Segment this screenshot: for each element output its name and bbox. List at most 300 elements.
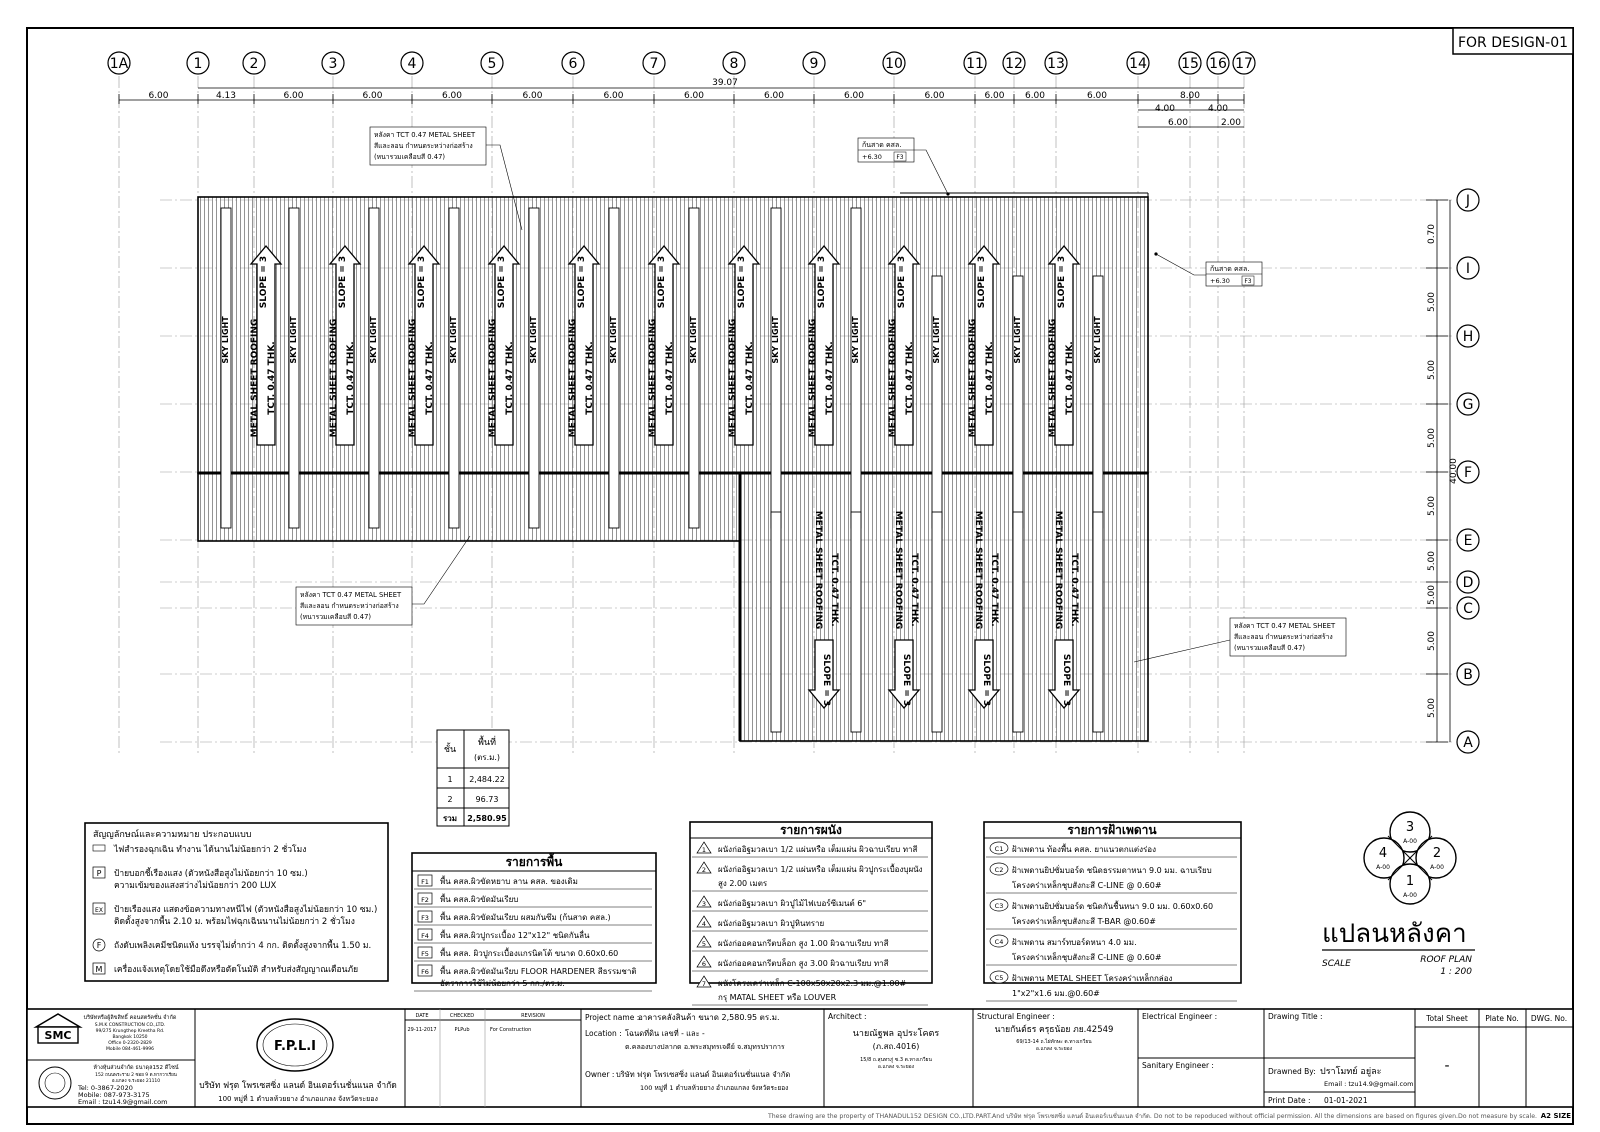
schedule-code: 3 xyxy=(701,900,707,908)
area-total-label: รวม xyxy=(442,814,458,823)
dim-row-text: 5.00 xyxy=(1427,291,1437,313)
key-plan-ref3: A-00 xyxy=(1403,838,1417,845)
dim-row-text: 0.70 xyxy=(1427,223,1437,245)
roofing-label: METAL SHEET ROOFING xyxy=(968,318,978,438)
skylight-strip xyxy=(851,208,861,528)
skylight-label: SKY LIGHT xyxy=(851,316,860,364)
project-name: อาคารคลังสินค้า ขนาด 2,580.95 ตร.ม. xyxy=(638,1013,780,1022)
grid-col-label: 3 xyxy=(328,56,338,72)
dim-col-text: 6.00 xyxy=(924,91,945,101)
plate-no-label: Plate No. xyxy=(1485,1014,1519,1023)
thickness-label: TCT. 0.47 THK. xyxy=(905,341,915,415)
gutter-callout xyxy=(1154,252,1262,286)
rev-header-checked: CHECKED xyxy=(449,1013,475,1019)
grid-col-label: 15 xyxy=(1181,56,1199,72)
gutter-title: ก้นสาด คสล. xyxy=(1210,265,1250,273)
slope-label: SLOPE = 3 xyxy=(981,653,991,707)
dim-col-text: 6.00 xyxy=(763,91,785,101)
fpli-address: 100 หมู่ที่ 1 ตำบลห้วยยาง อำเภอแกลง จังหวัดระยอง xyxy=(218,1095,378,1103)
scale-label: SCALE xyxy=(1322,959,1351,969)
slope-label: SLOPE = 3 xyxy=(497,255,507,309)
grid-col-label: 17 xyxy=(1235,56,1253,72)
legend-text: ป้ายเรืองแสง แสดงข้อความทางหนีไฟ (ตัวหนังสือสูงไม่น้อยกว่า 10 ซม.) xyxy=(114,905,378,915)
paper-size: A2 SIZE xyxy=(1540,1112,1571,1120)
schedule-text: ผนังก่ออิฐมวลเบา 1/2 แผ่นหรือ เต็มแผ่น ผิวปูกระเบื้องบุผนัง xyxy=(718,865,923,874)
skylight-strip xyxy=(529,208,539,528)
svg-text:SMC: SMC xyxy=(44,1029,72,1042)
skylight-label: SKY LIGHT xyxy=(221,316,230,364)
ceiling-schedule-title: รายการฝ้าเพดาน xyxy=(1067,823,1157,837)
schedule-text: ผนังก่ออคอนกรีตบล็อก สูง 1.00 ผิวฉาบเรียบ ทาสี xyxy=(718,939,889,948)
grid-row-label: D xyxy=(1462,575,1474,591)
grid-col-label: 2 xyxy=(249,56,259,72)
callout-leader xyxy=(914,150,948,194)
dim-rows-total-text: 40.00 xyxy=(1449,458,1459,484)
gutter-title: ก้นสาด คสล. xyxy=(862,141,902,149)
smc-name: บริษัทหรือผู้ลิขสิทธิ์ คอนสตรัคชั่น จำกัด xyxy=(83,1015,177,1021)
dim-row-text: 5.00 xyxy=(1427,427,1437,449)
schedule-code: 1 xyxy=(701,846,707,854)
thickness-label: TCT. 0.47 THK. xyxy=(1069,553,1079,627)
architect-name: นายณัฐพล อุประโคตร xyxy=(852,1029,940,1039)
slope-label: SLOPE = 3 xyxy=(817,255,827,309)
schedule-code: F6 xyxy=(421,968,429,976)
roofing-label: METAL SHEET ROOFING xyxy=(568,318,578,438)
metal-sheet-note-line: สีและลอน กำหนดระหว่างก่อสร้าง xyxy=(374,142,473,150)
schedule-text: ผนังก่ออิฐมวลเบา 1/2 แผ่นหรือ เต็มแผ่น ผิวฉาบเรียบ ทาสี xyxy=(718,845,918,854)
dim-row-text: 5.00 xyxy=(1427,584,1437,606)
schedule-text: ฝ้าเพดาน ท้องพื้น คสล. ยาแนวตกแต่งร่อง xyxy=(1012,845,1156,854)
fpli-name: บริษัท ฟรุต โพรเซสซิ่ง แลนด์ อินเตอร์เนชั่นแนล จำกัด xyxy=(199,1081,397,1091)
key-plan-n3: 3 xyxy=(1405,820,1415,835)
thickness-label: TCT. 0.47 THK. xyxy=(1065,341,1075,415)
schedule-code: F5 xyxy=(421,950,429,958)
rev-checked: PLPub xyxy=(454,1027,470,1033)
grid-row-label: A xyxy=(1463,735,1473,751)
skylight-strip xyxy=(289,208,299,528)
grid-col-label: 10 xyxy=(885,56,903,72)
location-value: โฉนดที่ดิน เลขที่ - และ - xyxy=(625,1029,705,1038)
thickness-label: TCT. 0.47 THK. xyxy=(267,341,277,415)
slope-label: SLOPE = 3 xyxy=(259,255,269,309)
dim-col-text: 4.13 xyxy=(215,91,237,101)
skylight-label: SKY LIGHT xyxy=(932,316,941,364)
schedule-text: ผนังก่ออคอนกรีตบล็อก สูง 3.00 ผิวฉาบเรียบ ทาสี xyxy=(718,959,889,968)
roofing-label: METAL SHEET ROOFING xyxy=(1053,510,1063,630)
gutter-level: +6.30 xyxy=(1210,277,1230,285)
dim-right-mid-b: 4.00 xyxy=(1207,104,1229,114)
schedule-code: F4 xyxy=(421,932,429,940)
dim-row-text: 5.00 xyxy=(1427,550,1437,572)
roof-lower-left-area xyxy=(198,473,740,541)
title-block xyxy=(27,1009,1573,1120)
skylight-strip xyxy=(369,208,379,528)
area-header-unit: (ตร.ม.) xyxy=(473,753,501,762)
key-plan-ref2: A-00 xyxy=(1430,864,1444,871)
shop-email: Email : tzu14.9@gmail.com xyxy=(78,1098,168,1106)
roofing-label: METAL SHEET ROOFING xyxy=(408,318,418,438)
drawn-by-label: Drawned By: xyxy=(1268,1067,1316,1076)
area-header-floor: ชั้น xyxy=(443,745,457,755)
roofing-label: METAL SHEET ROOFING xyxy=(250,318,260,438)
legend-item xyxy=(93,843,306,855)
struct-address-2: อ.แกลง จ.ระยอง xyxy=(1035,1046,1073,1052)
shop-tel: Tel: 0-3867-2020 xyxy=(78,1084,133,1092)
grid-col-label: 4 xyxy=(407,56,417,72)
grid-row-label: E xyxy=(1463,533,1473,549)
dim-col-text: 6.00 xyxy=(1024,91,1046,101)
area-row-value-1: 2,484.22 xyxy=(469,775,505,784)
ceiling-schedule xyxy=(984,822,1241,1001)
architect-label: Architect : xyxy=(828,1012,867,1021)
skylight-strip xyxy=(1093,512,1103,732)
wall-schedule-item xyxy=(692,976,928,1005)
metal-sheet-note-line: (หนารวมเคลือบสี 0.47) xyxy=(374,153,446,161)
shop-line-1: 152 ถนนพระราม 2 ซอย 9 ต.หากวาเรียน xyxy=(95,1073,177,1078)
thickness-label: TCT. 0.47 THK. xyxy=(346,341,356,415)
thickness-label: TCT. 0.47 THK. xyxy=(665,341,675,415)
legend-symbol: M xyxy=(95,965,103,974)
skylight-label: SKY LIGHT xyxy=(1093,316,1102,364)
thickness-label: TCT. 0.47 THK. xyxy=(585,341,595,415)
dim-col-text: 6.00 xyxy=(1086,91,1108,101)
roofing-label: METAL SHEET ROOFING xyxy=(728,318,738,438)
smc-line-2: 99/275 Krungthep Kreetha Rd. xyxy=(95,1029,165,1034)
roof-lower-right-area xyxy=(740,473,1148,741)
roofing-label: METAL SHEET ROOFING xyxy=(329,318,339,438)
schedule-text: พื้น คสล.ผิวขัดมันเรียบ ผสมกันซึม (ก้นสาด คสล.) xyxy=(440,913,611,922)
schedule-code: F2 xyxy=(421,896,429,904)
key-plan-ref1: A-00 xyxy=(1403,892,1417,899)
schedule-text: ฝ้าเพดาน METAL SHEET โครงคร่าเหล็กกล่อง xyxy=(1012,974,1173,983)
area-row-floor-1: 1 xyxy=(447,775,453,784)
grid-col-label: 7 xyxy=(649,56,659,72)
dim-row-text: 5.00 xyxy=(1427,359,1437,381)
dim-row-text: 5.00 xyxy=(1427,495,1437,517)
slope-label: SLOPE = 3 xyxy=(821,653,831,707)
legend-symbol: P xyxy=(96,869,102,878)
schedule-code: 4 xyxy=(701,920,707,928)
total-sheet-value: - xyxy=(1444,1058,1450,1074)
skylight-strip xyxy=(932,276,942,528)
footer-disclaimer: These drawing are the property of THANADUL152 DESIGN CO.,LTD.PART.And บริษัท ฟรุต โพรเซสซิ่ง แลนด์ อินเตอร์เนชั่นแนล จำกัด. Do not to be repoduced without official permission. All the dimensions are based on figures given.Do not measure by scale. xyxy=(767,1113,1537,1120)
schedule-text: พื้น คสล.ผิวขัดมันเรียบ xyxy=(440,895,519,904)
rev-revision: For Construction xyxy=(490,1027,532,1033)
roofing-label: METAL SHEET ROOFING xyxy=(888,318,898,438)
slope-label: SLOPE = 3 xyxy=(901,653,911,707)
skylight-strip xyxy=(449,208,459,528)
legend-text: เครื่องแจ้งเหตุโดยใช้มือดึงหรือตัดโนมัติ สำหรับส่งสัญญาณเตือนภัย xyxy=(114,965,359,975)
slope-label: SLOPE = 3 xyxy=(897,255,907,309)
project-label: Project name : xyxy=(585,1013,640,1022)
skylight-strip xyxy=(221,208,231,528)
slope-label: SLOPE = 3 xyxy=(977,255,987,309)
area-table xyxy=(437,730,509,826)
dim-row-text: 5.00 xyxy=(1427,697,1437,719)
dim-right-mid-a: 4.00 xyxy=(1154,104,1176,114)
grid-row-label: C xyxy=(1463,601,1473,617)
slope-label: SLOPE = 3 xyxy=(417,255,427,309)
gutter-callout xyxy=(858,138,950,196)
rev-date: 29-11-2017 xyxy=(407,1027,437,1033)
dim-right-low-a: 6.00 xyxy=(1167,118,1189,128)
thickness-label: TCT. 0.47 THK. xyxy=(989,553,999,627)
architect-address: 15/8 ถ.สุนทรภู่ ซ.3 ต.ทางเกวียน xyxy=(860,1057,932,1063)
skylight-strip xyxy=(1013,512,1023,732)
san-label: Sanitary Engineer : xyxy=(1142,1061,1214,1070)
location-value-2: ต.คลองบางปลากด อ.พระสมุทรเจดีย์ จ.สมุทรปราการ xyxy=(625,1043,785,1051)
metal-sheet-callout xyxy=(296,536,470,625)
grid-col-label: 5 xyxy=(487,56,497,72)
grid-col-label: 16 xyxy=(1209,56,1227,72)
thickness-label: TCT. 0.47 THK. xyxy=(825,341,835,415)
dim-col-text: 6.00 xyxy=(683,91,705,101)
shop-name: ห้างหุ้นส่วนจำกัด ธนาดุล152 ดีไซน์ xyxy=(93,1065,179,1071)
metal-sheet-note-line: (หนารวมเคลือบสี 0.47) xyxy=(300,613,372,621)
rev-header-revision: REVISION xyxy=(521,1013,545,1019)
legend-text: ไฟสำรองฉุกเฉิน ทำงาน ได้นานไม่น้อยกว่า 2 ชั่วโมง xyxy=(114,845,307,855)
wall-schedule-title: รายการผนัง xyxy=(780,823,842,837)
legend-text: ติดตั้งสูงจากพื้น 2.10 ม. พร้อมไฟฉุกเฉินนานไม่น้อยกว่า 2 ชั่วโมง xyxy=(114,917,355,927)
callout-leader xyxy=(412,536,470,604)
grid-col-label: 1 xyxy=(193,56,203,72)
roofing-label: METAL SHEET ROOFING xyxy=(973,510,983,630)
schedule-text: สูง 2.00 เมตร xyxy=(718,879,768,888)
legend-item xyxy=(93,963,358,975)
skylight-strip xyxy=(851,512,861,732)
drawing-title-label: Drawing Title : xyxy=(1268,1012,1323,1021)
metal-sheet-callout xyxy=(1134,618,1346,662)
key-plan-n4: 4 xyxy=(1378,846,1388,861)
shop-line-2: อ.แกลง จ.ระยอง 21110 xyxy=(111,1079,161,1084)
schedule-code: 2 xyxy=(701,866,707,874)
area-row-value-2: 96.73 xyxy=(475,795,499,804)
grid-row-label: G xyxy=(1462,397,1474,413)
skylight-strip xyxy=(689,208,699,528)
print-date-label: Print Date : xyxy=(1268,1096,1311,1105)
skylight-label: SKY LIGHT xyxy=(771,316,780,364)
schedule-code: 6 xyxy=(701,960,707,968)
architect-license: (ภ.สถ.4016) xyxy=(872,1042,920,1051)
thickness-label: TCT. 0.47 THK. xyxy=(745,341,755,415)
roofing-label: METAL SHEET ROOFING xyxy=(893,510,903,630)
smc-line-1: S.M.K CONSTRUCTION CO.,LTD. xyxy=(94,1023,166,1028)
skylight-strip xyxy=(1093,276,1103,528)
schedule-text: ฝ้าเพดานยิปซั่มบอร์ด ชนิดกันชื้นหนา 9.0 มม. 0.60x0.60 xyxy=(1012,902,1214,911)
schedule-code: C1 xyxy=(994,845,1004,853)
roofing-label: METAL SHEET ROOFING xyxy=(813,510,823,630)
dim-col-text: 6.00 xyxy=(362,91,383,101)
drawing-title-en: ROOF PLAN xyxy=(1420,955,1472,965)
shop-mobile: Mobile: 087-973-3175 xyxy=(78,1091,150,1099)
metal-sheet-note-line: หลังคา TCT 0.47 METAL SHEET xyxy=(300,591,402,599)
skylight-label: SKY LIGHT xyxy=(369,316,378,364)
shop-seal-icon xyxy=(39,1067,71,1099)
legend-box xyxy=(85,823,388,981)
key-plan xyxy=(1364,812,1456,904)
schedule-code: 7 xyxy=(701,980,707,988)
schedule-text: พื้น คสล.ผิวขัดมันเรียบ FLOOR HARDENER สีธรรมชาติ xyxy=(440,967,637,976)
schedule-text: 1"x2"x1.6 มม.@0.60# xyxy=(1012,989,1100,998)
struct-label: Structural Engineer : xyxy=(977,1012,1055,1021)
emergency-light-icon xyxy=(93,845,105,851)
smc-line-5: Mobile 084-461-9996 xyxy=(105,1047,155,1052)
roofing-label: METAL SHEET ROOFING xyxy=(648,318,658,438)
location-label: Location : xyxy=(585,1029,622,1038)
owner-value-2: 100 หมู่ที่ 1 ตำบลห้วยยาง อำเภอแกลง จังหวัดระยอง xyxy=(640,1084,789,1092)
schedule-text: ฝ้าเพดาน สมาร์ทบอร์ดหนา 4.0 มม. xyxy=(1012,938,1137,947)
dim-col-text: 6.00 xyxy=(283,91,304,101)
drawing-title xyxy=(1322,919,1475,977)
slope-label: SLOPE = 3 xyxy=(1057,255,1067,309)
dim-row-text: 5.00 xyxy=(1427,630,1437,652)
schedule-text: พื้น คสล.ผิวขัดหยาบ ลาน คสล. ของเดิม xyxy=(440,877,578,886)
slope-label: SLOPE = 3 xyxy=(1061,653,1071,707)
metal-sheet-note-line: หลังคา TCT 0.47 METAL SHEET xyxy=(1234,622,1336,630)
schedule-text: โครงคร่าเหล็กชุบสังกะสี C-LINE @ 0.60# xyxy=(1012,881,1162,890)
roofing-label: METAL SHEET ROOFING xyxy=(808,318,818,438)
dim-col-text: 6.00 xyxy=(148,91,169,101)
smc-line-3: Bangkok 10250 xyxy=(112,1035,148,1040)
key-plan-ref4: A-00 xyxy=(1376,864,1390,871)
schedule-code: C4 xyxy=(994,938,1004,946)
grid-col-label: 14 xyxy=(1129,56,1147,72)
legend-symbol: EX xyxy=(95,907,103,914)
area-total-value: 2,580.95 xyxy=(467,814,507,823)
legend-text: ป้ายบอกชี้เรืองแสง (ตัวหนังสือสูงไม่น้อยกว่า 10 ซม.) xyxy=(114,869,308,879)
schedule-text: ผนังก่ออิฐมวลเบา ผิวปูหินทราย xyxy=(718,919,825,928)
area-header-area: พื้นที่ xyxy=(477,738,497,748)
thickness-label: TCT. 0.47 THK. xyxy=(425,341,435,415)
grid-row-label: J xyxy=(1465,193,1471,209)
legend-item xyxy=(93,939,371,951)
key-plan-n1: 1 xyxy=(1405,874,1415,889)
legend-title: สัญญลักษณ์และความหมาย ประกอบแบบ xyxy=(93,830,252,840)
dim-right-low-b: 2.00 xyxy=(1220,118,1242,128)
grid-row-label: H xyxy=(1462,329,1474,345)
skylight-strip xyxy=(609,208,619,528)
gutter-code: F3 xyxy=(1244,278,1252,285)
thickness-label: TCT. 0.47 THK. xyxy=(985,341,995,415)
grid-col-label: 11 xyxy=(966,56,984,72)
schedule-text: ฝ้าเพดานยิปซั่มบอร์ด ชนิดธรรมดาหนา 9.0 มม. ฉาบเรียบ xyxy=(1012,866,1212,875)
floor-schedule xyxy=(412,852,656,991)
scale-value: 1 : 200 xyxy=(1440,967,1472,977)
schedule-text: โครงคร่าเหล็กชุบสังกะสี T-BAR @0.60# xyxy=(1012,917,1156,926)
struct-name: นายกันต์ธร ครุธน้อย ภย.42549 xyxy=(994,1025,1114,1035)
schedule-text: อัตราการใช้ไม่น้อยกว่า 5 กก./ตร.ม. xyxy=(440,979,565,988)
area-row-floor-2: 2 xyxy=(447,795,453,804)
grid-row-label: F xyxy=(1463,465,1473,481)
schedule-code: C3 xyxy=(994,902,1004,910)
schedule-text: โครงคร่าเหล็กชุบสังกะสี C-LINE @ 0.60# xyxy=(1012,953,1162,962)
roofing-label: METAL SHEET ROOFING xyxy=(488,318,498,438)
skylight-label: SKY LIGHT xyxy=(689,316,698,364)
gutter-code: F3 xyxy=(896,154,904,161)
floor-schedule-title: รายการพื้น xyxy=(505,855,563,869)
metal-sheet-note-line: (หนารวมเคลือบสี 0.47) xyxy=(1234,644,1306,652)
total-sheet-label: Total Sheet xyxy=(1426,1014,1468,1023)
owner-value: บริษัท ฟรุต โพรเซสซิ่ง แลนด์ อินเตอร์เนชั่นแนล จำกัด xyxy=(616,1070,791,1079)
skylight-label: SKY LIGHT xyxy=(1013,316,1022,364)
architect-address-2: อ.แกลง จ.ระยอง xyxy=(877,1064,915,1070)
dim-col-text: 6.00 xyxy=(843,91,865,101)
owner-label: Owner : xyxy=(585,1070,615,1079)
schedule-text: ผนังโครงเคร่าเหล็ก C-100x50x20x2.3 มม.@1.00# xyxy=(718,979,907,988)
dwg-no-label: DWG. No. xyxy=(1530,1014,1568,1023)
dim-col-text: 6.00 xyxy=(441,91,463,101)
skylight-label: SKY LIGHT xyxy=(529,316,538,364)
stamp-text: FOR DESIGN-01 xyxy=(1457,35,1569,51)
metal-sheet-note-line: สีและลอน กำหนดระหว่างก่อสร้าง xyxy=(300,602,399,610)
grid-row-label: I xyxy=(1465,261,1471,277)
grid-col-label: 9 xyxy=(809,56,819,72)
gutter-level: +6.30 xyxy=(862,153,882,161)
schedule-code: C2 xyxy=(994,866,1004,874)
drawn-by-name: ปราโมทย์ อยู่ละ xyxy=(1320,1067,1382,1077)
key-plan-n2: 2 xyxy=(1432,846,1442,861)
legend-text: ความเข้มของแสงสว่างไม่น้อยกว่า 200 LUX xyxy=(114,881,277,891)
dim-right-top: 8.00 xyxy=(1179,91,1201,101)
skylight-strip xyxy=(771,512,781,732)
metal-sheet-note-line: สีและลอน กำหนดระหว่างก่อสร้าง xyxy=(1234,633,1333,641)
struct-address: 69/13-14 ถ.ไผ่ทักษะ ต.ทางเกวียน xyxy=(1016,1039,1092,1045)
slope-label: SLOPE = 3 xyxy=(737,255,747,309)
dim-total-text: 39.07 xyxy=(712,78,738,88)
drawing-title-th: แปลนหลังคา xyxy=(1322,919,1467,949)
drawn-by-email: Email : tzu14.9@gmail.com xyxy=(1324,1080,1414,1088)
print-date-value: 01-01-2021 xyxy=(1324,1096,1368,1105)
skylight-strip xyxy=(1013,276,1023,528)
schedule-text: ผนังก่ออิฐมวลเบา ผิวปูไม้ไฟเบอร์ซีเมนต์ 6" xyxy=(718,899,867,908)
grid-row-label: B xyxy=(1463,667,1473,683)
fpli-logo-text: F.P.L.I xyxy=(273,1039,317,1054)
skylight-label: SKY LIGHT xyxy=(609,316,618,364)
slope-label: SLOPE = 3 xyxy=(338,255,348,309)
schedule-text: พื้น คสล. ผิวปูกระเบื้องแกรนิตโต้ ขนาด 0.60x0.60 xyxy=(440,949,619,958)
grid-col-label: 12 xyxy=(1005,56,1023,72)
rev-header-date: DATE xyxy=(415,1013,429,1019)
skylight-label: SKY LIGHT xyxy=(449,316,458,364)
schedule-code: 5 xyxy=(701,940,707,948)
slope-label: SLOPE = 3 xyxy=(657,255,667,309)
grid-col-label: 13 xyxy=(1047,56,1065,72)
dim-col-text: 6.00 xyxy=(522,91,543,101)
schedule-code: F3 xyxy=(421,914,429,922)
design-stamp xyxy=(1453,28,1573,54)
schedule-text: พื้น คสล.ผิวปูกระเบื้อง 12"x12" ชนิดกันลื่น xyxy=(440,931,590,940)
thickness-label: TCT. 0.47 THK. xyxy=(505,341,515,415)
callout-leader xyxy=(1156,254,1206,275)
wall-schedule xyxy=(690,822,932,1005)
thickness-label: TCT. 0.47 THK. xyxy=(909,553,919,627)
skylight-strip xyxy=(771,208,781,528)
legend-text: ถังดับเพลิงเคมีชนิดแห้ง บรรจุไม่ต่ำกว่า 4 กก. ติดตั้งสูงจากพื้น 1.50 ม. xyxy=(114,941,372,951)
skylight-strip xyxy=(932,512,942,732)
dim-col-text: 6.00 xyxy=(603,91,624,101)
metal-sheet-note-line: หลังคา TCT 0.47 METAL SHEET xyxy=(374,131,476,139)
schedule-text: กรุ MATAL SHEET หรือ LOUVER xyxy=(718,993,837,1002)
grid-col-label: 1A xyxy=(109,56,129,72)
elec-label: Electrical Engineer : xyxy=(1142,1012,1218,1021)
schedule-code: C5 xyxy=(994,974,1004,982)
grid-col-label: 6 xyxy=(568,56,578,72)
grid-col-label: 8 xyxy=(729,56,739,72)
smc-line-4: Office 0-2320-2829 xyxy=(108,1041,152,1046)
skylight-label: SKY LIGHT xyxy=(289,316,298,364)
thickness-label: TCT. 0.47 THK. xyxy=(829,553,839,627)
legend-symbol: F xyxy=(96,941,102,950)
